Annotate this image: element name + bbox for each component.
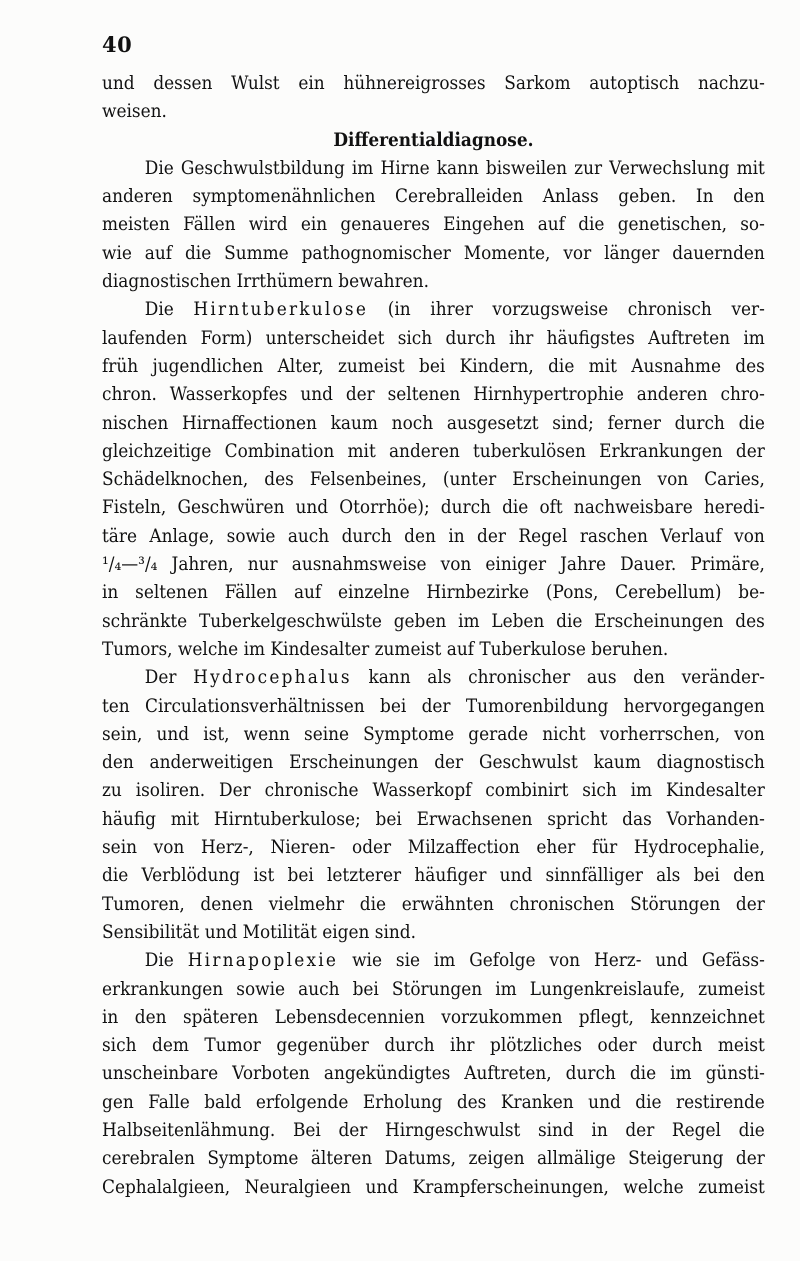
text-line: erkrankungen sowie auch bei Störungen im Lungenkreislaufe, zumeist bbox=[102, 978, 765, 1000]
section-heading: Differentialdiagnose. bbox=[333, 129, 534, 151]
text-line: Die Hirntuberkulose (in ihrer vorzugsweise chronisch ver- bbox=[144, 299, 765, 321]
text-line: gleichzeitige Combination mit anderen tuberkulösen Erkrankungen der bbox=[102, 440, 765, 462]
spaced-term: Hydrocephalus bbox=[193, 667, 352, 689]
text-line: in seltenen Fällen auf einzelne Hirnbezirke (Pons, Cerebellum) be- bbox=[102, 582, 765, 604]
text-line: diagnostischen Irrthümern bewahren. bbox=[102, 271, 429, 293]
page-number: 40 bbox=[102, 32, 133, 57]
spaced-term: Hirnapoplexie bbox=[187, 950, 339, 972]
text-line: laufenden Form) unterscheidet sich durch ihr häufigstes Auftreten im bbox=[102, 327, 765, 349]
text-line: meisten Fällen wird ein genaueres Eingehen auf die genetischen, so- bbox=[102, 214, 765, 236]
text-line: die Verblödung ist bei letzterer häufiger und sinnfälliger als bei den bbox=[102, 865, 765, 887]
text-line: wie auf die Summe pathognomischer Momente, vor länger dauernden bbox=[102, 242, 765, 264]
text-line: Tumoren, denen vielmehr die erwähnten chronischen Störungen der bbox=[102, 893, 765, 915]
text-line: sein von Herz-, Nieren- oder Milzaffection eher für Hydrocephalie, bbox=[102, 837, 765, 859]
body-text bbox=[102, 70, 765, 1202]
text-line: nischen Hirnaffectionen kaum noch ausgesetzt sind; ferner durch die bbox=[102, 412, 765, 434]
text-line: häufig mit Hirntuberkulose; bei Erwachsenen spricht das Vorhanden- bbox=[102, 808, 765, 830]
text-line: ten Circulationsverhältnissen bei der Tumorenbildung hervorgegangen bbox=[102, 695, 765, 717]
text-line: Tumors, welche im Kindesalter zumeist auf Tuberkulose beruhen. bbox=[102, 638, 669, 660]
text-line: Sensibilität und Motilität eigen sind. bbox=[102, 921, 416, 943]
text-line: schränkte Tuberkelgeschwülste geben im Leben die Erscheinungen des bbox=[102, 610, 765, 632]
text-line: Der Hydrocephalus kann als chronischer aus den veränder- bbox=[144, 667, 765, 689]
text-line: weisen. bbox=[102, 101, 167, 123]
text-line: sein, und ist, wenn seine Symptome gerade nicht vorherrschen, von bbox=[102, 723, 765, 745]
text-line: früh jugendlichen Alter, zumeist bei Kindern, die mit Ausnahme des bbox=[102, 355, 765, 377]
text-line: cerebralen Symptome älteren Datums, zeigen allmälige Steigerung der bbox=[102, 1148, 765, 1170]
text-line: täre Anlage, sowie auch durch den in der Regel raschen Verlauf von bbox=[102, 525, 765, 547]
text-line: Cephalalgieen, Neuralgieen und Krampferscheinungen, welche zumeist bbox=[102, 1176, 765, 1198]
text-line: und dessen Wulst ein hühnereigrosses Sarkom autoptisch nachzu- bbox=[102, 73, 765, 94]
text-line: gen Falle bald erfolgende Erholung des Kranken und die restirende bbox=[102, 1091, 765, 1113]
text-line: Die Hirnapoplexie wie sie im Gefolge von Herz- und Gefäss- bbox=[144, 950, 765, 972]
text-line: den anderweitigen Erscheinungen der Geschwulst kaum diagnostisch bbox=[102, 752, 765, 774]
text-line: ¹/₄—³/₄ Jahren, nur ausnahmsweise von einiger Jahre Dauer. Primäre, bbox=[102, 554, 765, 576]
text-line: zu isoliren. Der chronische Wasserkopf combinirt sich im Kindesalter bbox=[102, 780, 765, 802]
text-line: Schädelknochen, des Felsenbeines, (unter Erscheinungen von Caries, bbox=[102, 469, 765, 491]
text-line: unscheinbare Vorboten angekündigtes Auftreten, durch die im günsti- bbox=[102, 1063, 765, 1085]
text-line: chron. Wasserkopfes und der seltenen Hirnhypertrophie anderen chro- bbox=[102, 384, 765, 406]
text-line: Die Geschwulstbildung im Hirne kann bisweilen zur Verwechslung mit bbox=[144, 157, 765, 179]
text-line: anderen symptomenähnlichen Cerebralleiden Anlass geben. In den bbox=[102, 186, 765, 208]
text-line: sich dem Tumor gegenüber durch ihr plötzliches oder durch meist bbox=[102, 1035, 765, 1057]
spaced-term: Hirntuberkulose bbox=[193, 299, 369, 321]
text-line: Fisteln, Geschwüren und Otorrhöe); durch die oft nachweisbare heredi- bbox=[102, 497, 765, 519]
text-line: Halbseitenlähmung. Bei der Hirngeschwulst sind in der Regel die bbox=[102, 1119, 765, 1141]
text-line: in den späteren Lebensdecennien vorzukommen pflegt, kennzeichnet bbox=[102, 1006, 765, 1028]
